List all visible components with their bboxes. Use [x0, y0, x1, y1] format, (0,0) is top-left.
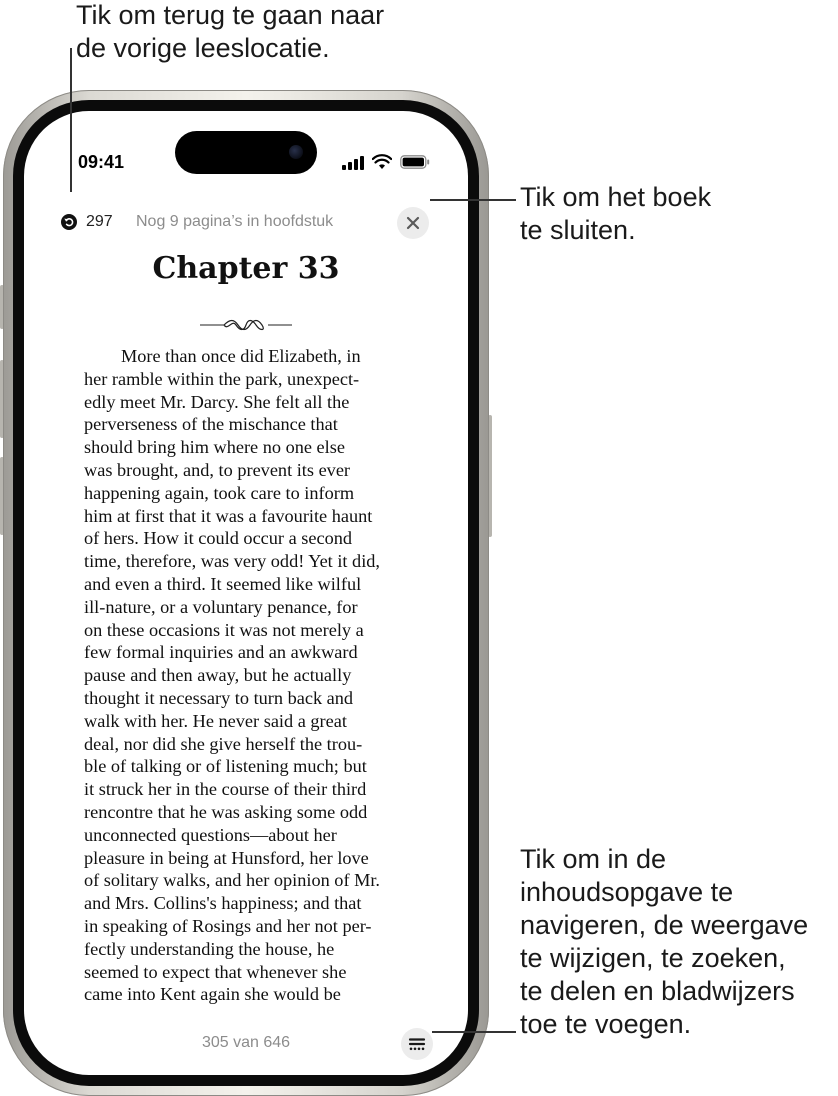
leader-line-close-book [430, 199, 516, 201]
chapter-title: Chapter 33 [152, 251, 340, 286]
text-line: should bring him where no one else [84, 437, 345, 458]
callout-line: Tik om in de [520, 844, 667, 874]
text-line: pause and then away, but he actually [84, 665, 352, 686]
callout-line: navigeren, de weergave [520, 910, 809, 940]
text-line: deal, nor did she give herself the trou- [84, 733, 363, 754]
callout-close-book [520, 181, 711, 247]
text-line: More than once did Elizabeth, in [121, 346, 361, 366]
leader-line-menu [432, 1031, 516, 1033]
close-x-icon [397, 207, 429, 239]
callout-line: Tik om terug te gaan naar [76, 0, 385, 30]
reader-menu-button[interactable] [401, 1028, 433, 1060]
close-book-button[interactable] [397, 207, 429, 239]
callout-previous-location [76, 0, 384, 65]
text-line: on these occasions it was not merely a [84, 619, 364, 640]
text-line: rencontre that he was asking some odd [84, 801, 368, 822]
text-line: and even a third. It seemed like wilful [84, 573, 362, 594]
pages-left-in-chapter: Nog 9 pagina’s in hoofdstuk [136, 213, 334, 230]
book-text [84, 345, 436, 1006]
text-line: and Mrs. Collins's happiness; and that [84, 893, 362, 914]
text-line: him at first that it was a favourite haunt [84, 505, 373, 526]
callout-line: toe te voegen. [520, 1009, 692, 1039]
text-line: walk with her. He never said a great [84, 710, 347, 731]
reader-top-bar [24, 207, 468, 237]
text-line: ble of talking or of listening much; but [84, 756, 367, 777]
text-line: ill-nature, or a voluntary penance, for [84, 596, 358, 617]
status-time: 09:41 [78, 152, 125, 172]
battery-icon [400, 155, 430, 169]
wifi-icon [372, 154, 392, 170]
text-line: her ramble within the park, unexpect- [84, 368, 360, 389]
callout-line: inhoudsopgave te [520, 877, 734, 907]
callout-menu [520, 843, 808, 1041]
text-line: of solitary walks, and her opinion of Mr. [84, 870, 381, 891]
return-arrow-icon[interactable] [61, 214, 77, 230]
text-line: perverseness of the mischance that [84, 414, 338, 435]
previous-page-number[interactable]: 297 [86, 213, 113, 230]
phone-frame [3, 90, 489, 1096]
dynamic-island [175, 131, 317, 174]
text-line: pleasure in being at Hunsford, her love [84, 847, 369, 868]
text-line: came into Kent again she would be [84, 984, 341, 1005]
page-indicator: 305 van 646 [201, 1034, 291, 1051]
text-line: edly meet Mr. Darcy. She felt all the [84, 391, 350, 412]
text-line: it struck her in the course of their third [84, 779, 367, 800]
phone-screen [24, 111, 468, 1075]
text-line: unconnected questions—about her [84, 824, 337, 845]
phone-bezel [13, 100, 479, 1086]
reader-menu-icon [401, 1028, 433, 1060]
text-line: happening again, took care to inform [84, 482, 355, 503]
callout-line: Tik om het boek [520, 182, 712, 212]
text-line: seemed to expect that whenever she [84, 961, 347, 982]
text-line: fectly understanding the house, he [84, 938, 335, 959]
front-camera-icon [289, 145, 303, 159]
callout-line: te wijzigen, te zoeken, [520, 943, 786, 973]
callout-line: de vorige leeslocatie. [76, 33, 330, 63]
text-line: few formal inquiries and an awkward [84, 642, 358, 663]
leader-line-previous-location [70, 48, 72, 192]
text-line: time, therefore, was very odd! Yet it did, [84, 551, 380, 572]
text-line: thought it necessary to turn back and [84, 687, 354, 708]
text-line: was brought, and, to prevent its ever [84, 459, 351, 480]
callout-line: te sluiten. [520, 215, 636, 245]
text-line: of hers. How it could occur a second [84, 528, 353, 549]
callout-line: te delen en bladwijzers [520, 976, 795, 1006]
decorative-flourish-icon [200, 318, 292, 332]
cellular-signal-icon [342, 154, 366, 170]
text-line: in speaking of Rosings and her not per- [84, 915, 372, 936]
